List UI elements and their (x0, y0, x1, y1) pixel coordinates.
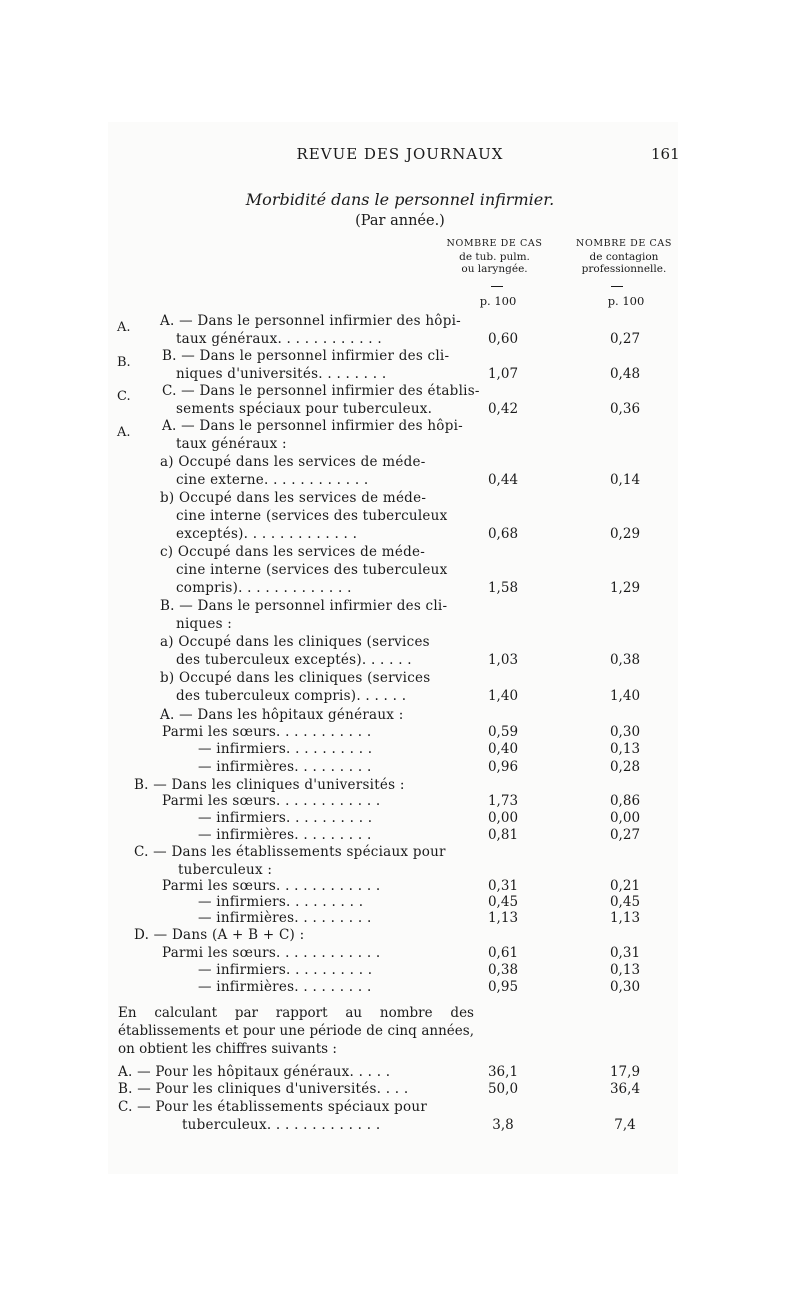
table-row (0, 909, 800, 927)
value-contagion: 0,38 (609, 652, 641, 668)
table-row (0, 400, 800, 418)
value-tuberculosis: 50,0 (487, 1081, 519, 1097)
table-row (0, 1080, 800, 1098)
page-number: 161 (651, 145, 680, 163)
table-row (0, 561, 800, 579)
table-row (0, 507, 800, 525)
table-row (0, 978, 800, 996)
table-row (0, 1098, 800, 1116)
table-row (0, 758, 800, 776)
row-label: — infirmiers. . . . . . . . . . (198, 741, 373, 757)
table-row (0, 365, 800, 383)
value-contagion: 1,13 (609, 910, 641, 926)
value-contagion: 0,13 (609, 962, 641, 978)
value-tuberculosis: 0,68 (487, 526, 519, 542)
value-contagion: 0,00 (609, 810, 641, 826)
row-label: B. — Dans les cliniques d'universités : (134, 777, 405, 793)
column-header-tuberculosis (432, 238, 557, 276)
row-label: a) Occupé dans les services de méde- (160, 454, 426, 470)
row-label: b) Occupé dans les services de méde- (160, 490, 427, 506)
row-label: — infirmières. . . . . . . . . (198, 759, 372, 775)
table-row (0, 312, 800, 330)
value-tuberculosis: 0,95 (487, 979, 519, 995)
value-tuberculosis: 0,60 (487, 331, 519, 347)
value-contagion: 0,30 (609, 979, 641, 995)
table-row (0, 706, 800, 724)
column-unit: p. 100 (607, 294, 645, 308)
column-header-line: de tub. pulm. (459, 250, 530, 263)
row-label: A. — Pour les hôpitaux généraux. . . . . (118, 1064, 391, 1080)
value-tuberculosis: 0,31 (487, 878, 519, 894)
value-tuberculosis: 0,44 (487, 472, 519, 488)
row-label: compris). . . . . . . . . . . . . (176, 580, 352, 596)
value-contagion: 7,4 (614, 1117, 636, 1133)
value-contagion: 1,29 (609, 580, 641, 596)
row-label: taux généraux. . . . . . . . . . . . (176, 331, 382, 347)
value-tuberculosis: 0,81 (487, 827, 519, 843)
value-contagion: 1,40 (609, 688, 641, 704)
row-label: B. — Dans le personnel infirmier des cli- (160, 598, 448, 614)
row-label: cine interne (services des tuberculeux (176, 562, 448, 578)
row-label: niques : (176, 616, 233, 632)
value-contagion: 0,45 (609, 894, 641, 910)
value-tuberculosis: 0,42 (487, 401, 519, 417)
section-letter: A. (117, 320, 131, 335)
row-label: Parmi les sœurs. . . . . . . . . . . . (162, 793, 381, 809)
value-contagion: 0,29 (609, 526, 641, 542)
row-label: cine interne (services des tuberculeux (176, 508, 448, 524)
table-row (0, 809, 800, 827)
section-letter: B. (117, 355, 131, 370)
column-header-contagion (558, 238, 690, 276)
table-row (0, 687, 800, 705)
row-label: B. — Dans le personnel infirmier des cli- (162, 348, 450, 364)
row-label: Parmi les sœurs. . . . . . . . . . . . (162, 878, 381, 894)
table-row (0, 543, 800, 561)
row-label: A. — Dans les hôpitaux généraux : (160, 707, 404, 723)
table-row (0, 651, 800, 669)
table-row (0, 669, 800, 687)
table-row (0, 961, 800, 979)
value-tuberculosis: 1,58 (487, 580, 519, 596)
value-contagion: 17,9 (609, 1064, 641, 1080)
column-rule (491, 286, 503, 287)
row-label: cine externe. . . . . . . . . . . . (176, 472, 369, 488)
row-label: — infirmières. . . . . . . . . (198, 910, 372, 926)
column-header-line: professionnelle. (581, 263, 667, 275)
column-rule (611, 286, 623, 287)
row-label: — infirmiers. . . . . . . . . . (198, 962, 373, 978)
value-tuberculosis: 0,61 (487, 945, 519, 961)
value-contagion: 0,36 (609, 401, 641, 417)
value-contagion: 0,28 (609, 759, 641, 775)
value-contagion: 0,27 (609, 331, 641, 347)
table-row (0, 435, 800, 453)
table-row (0, 347, 800, 365)
table-row (0, 382, 800, 400)
row-label: c) Occupé dans les services de méde- (160, 544, 426, 560)
column-unit: p. 100 (479, 294, 517, 308)
row-label: D. — Dans (A + B + C) : (134, 927, 305, 943)
section-letter: A. (117, 425, 131, 440)
value-contagion: 0,48 (609, 366, 641, 382)
value-tuberculosis: 1,13 (487, 910, 519, 926)
value-tuberculosis: 0,45 (487, 894, 519, 910)
row-label: sements spéciaux pour tuberculeux. (176, 401, 433, 417)
value-tuberculosis: 1,73 (487, 793, 519, 809)
row-label: niques d'universités. . . . . . . . (176, 366, 387, 382)
row-label: C. — Dans le personnel infirmier des établis- (162, 383, 480, 399)
value-tuberculosis: 36,1 (487, 1064, 519, 1080)
value-contagion: 0,30 (609, 724, 641, 740)
value-contagion: 0,86 (609, 793, 641, 809)
section-letter: C. (117, 389, 131, 404)
column-header-line: NOMBRE DE CAS (446, 238, 543, 249)
row-label: des tuberculeux compris). . . . . . (176, 688, 407, 704)
row-label: C. — Dans les établissements spéciaux pour (134, 844, 446, 860)
row-label: — infirmiers. . . . . . . . . (198, 894, 364, 910)
value-contagion: 0,14 (609, 472, 641, 488)
row-label: — infirmières. . . . . . . . . (198, 827, 372, 843)
table-subtitle: (Par année.) (355, 213, 445, 229)
value-tuberculosis: 0,96 (487, 759, 519, 775)
row-label: Parmi les sœurs. . . . . . . . . . . (162, 724, 372, 740)
value-tuberculosis: 0,59 (487, 724, 519, 740)
row-label: A. — Dans le personnel infirmier des hôpi- (162, 418, 463, 434)
table-row (0, 826, 800, 844)
value-tuberculosis: 1,07 (487, 366, 519, 382)
row-label: — infirmières. . . . . . . . . (198, 979, 372, 995)
table-row (0, 723, 800, 741)
row-label: tuberculeux : (178, 862, 273, 878)
table-row (0, 740, 800, 758)
row-label: b) Occupé dans les cliniques (services (160, 670, 431, 686)
row-label: C. — Pour les établissements spéciaux pour (118, 1099, 428, 1115)
row-label: taux généraux : (176, 436, 287, 452)
row-label: A. — Dans le personnel infirmier des hôpi- (160, 313, 461, 329)
table-row (0, 792, 800, 810)
table-row (0, 1116, 800, 1134)
value-tuberculosis: 0,40 (487, 741, 519, 757)
table-row (0, 633, 800, 651)
table-row (0, 615, 800, 633)
table-row (0, 1063, 800, 1081)
value-tuberculosis: 3,8 (492, 1117, 514, 1133)
table-row (0, 453, 800, 471)
row-label: Parmi les sœurs. . . . . . . . . . . . (162, 945, 381, 961)
column-header-line: de contagion (589, 250, 659, 263)
table-row (0, 597, 800, 615)
value-contagion: 0,27 (609, 827, 641, 843)
value-tuberculosis: 1,03 (487, 652, 519, 668)
value-contagion: 36,4 (609, 1081, 641, 1097)
table-row (0, 417, 800, 435)
row-label: des tuberculeux exceptés). . . . . . (176, 652, 412, 668)
row-label: B. — Pour les cliniques d'universités. . . . (118, 1081, 409, 1097)
value-contagion: 0,31 (609, 945, 641, 961)
value-contagion: 0,13 (609, 741, 641, 757)
table-title: Morbidité dans le personnel infirmier. (245, 190, 555, 209)
value-tuberculosis: 0,38 (487, 962, 519, 978)
row-label: tuberculeux. . . . . . . . . . . . . (182, 1117, 381, 1133)
summary-paragraph: En calculant par rapport au nombre des établissements et pour une période de cinq années, on obtient les chiffres suivants : (118, 1005, 474, 1057)
running-header: REVUE DES JOURNAUX (296, 145, 504, 163)
row-label: — infirmiers. . . . . . . . . . (198, 810, 373, 826)
value-tuberculosis: 0,00 (487, 810, 519, 826)
row-label: exceptés). . . . . . . . . . . . . (176, 526, 358, 542)
table-row (0, 926, 800, 944)
value-tuberculosis: 1,40 (487, 688, 519, 704)
column-header-line: ou laryngée. (461, 263, 528, 275)
table-row (0, 944, 800, 962)
row-label: a) Occupé dans les cliniques (services (160, 634, 430, 650)
table-row (0, 471, 800, 489)
table-row (0, 489, 800, 507)
column-header-line: NOMBRE DE CAS (576, 238, 672, 249)
table-row (0, 579, 800, 597)
table-row (0, 843, 800, 861)
table-row (0, 330, 800, 348)
value-contagion: 0,21 (609, 878, 641, 894)
table-row (0, 525, 800, 543)
